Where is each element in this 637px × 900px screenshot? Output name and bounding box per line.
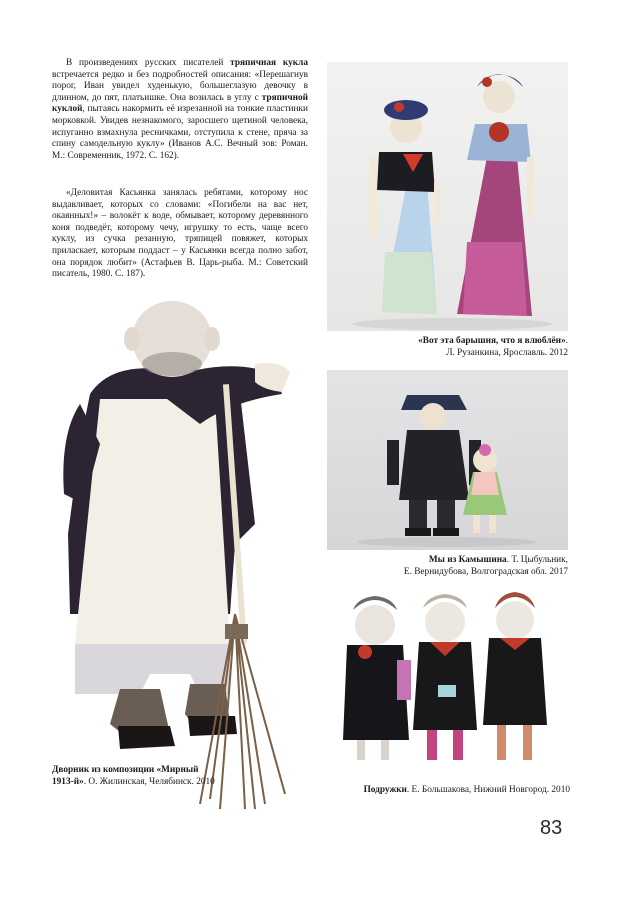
lady-dolls-illustration bbox=[327, 62, 568, 331]
photo-janitor-doll bbox=[50, 294, 312, 810]
caption-kamyshin: Мы из Камышина. Т. Цыбульник, Е. Вернидубова, Волгоградская обл. 2017 bbox=[403, 555, 568, 577]
photo-kamyshin-dolls bbox=[327, 370, 568, 550]
photo-lady-dolls bbox=[327, 62, 568, 331]
kamyshin-dolls-illustration bbox=[327, 370, 568, 550]
caption-lady: «Вот эта барышня, что я влюблён». Л. Рузанкина, Ярославль. 2012 bbox=[418, 336, 568, 358]
bold-term: тряпичной куклой bbox=[52, 92, 308, 115]
bold-term: тряпичная кукла bbox=[230, 58, 308, 68]
paragraph-ivanov-quote: В произведениях русских писателей тряпичная кукла встречается редко и без подробностей описания: «Перешагнув порог, Иван увидел худенькую, большеглазую девочку в длинном, до пят, платьишке. Она возилась в углу с тряпичной куклой, пытаясь накормить её изрезанной на тонкие пластинки морковкой. Увидев незнакомого, заросшего щетиной человека, испуганно взмахнула ресничками, отступила к стене, пряча за спину самодельную куклу» (Иванов А.С. Вечный зов: Роман. М.: Современник, 1972. С. 162). bbox=[52, 58, 308, 161]
friends-dolls-illustration bbox=[335, 590, 555, 780]
paragraph-astafyev-quote: «Деловитая Касьянка занялась ребятами, которому нос выдавливает, которых со словами: «Погибели на вас нет, окаянных!» – волокёт к воде, обмывает, которому деревянного коня подведёт, которому чечу, игрушку то есть, чаще всего куклу, из сучка резанную, тряпицей повяжет, которых приласкает, которым поддаст – у Касьянки всегда полно забот, она порядок любит» (Астафьев В. Царь-рыба. М.: Советский писатель, 1980. С. 187). bbox=[52, 188, 308, 280]
janitor-doll-illustration bbox=[50, 294, 312, 810]
caption-friends: Подружки. Е. Большакова, Нижний Новгород. 2010 bbox=[363, 785, 570, 795]
page-number: 83 bbox=[540, 817, 563, 839]
photo-friends-dolls bbox=[335, 590, 555, 780]
caption-janitor: Дворник из композиции «Мирный 1913-й». О. Жилинская, Челябинск. 2010 bbox=[52, 765, 215, 787]
